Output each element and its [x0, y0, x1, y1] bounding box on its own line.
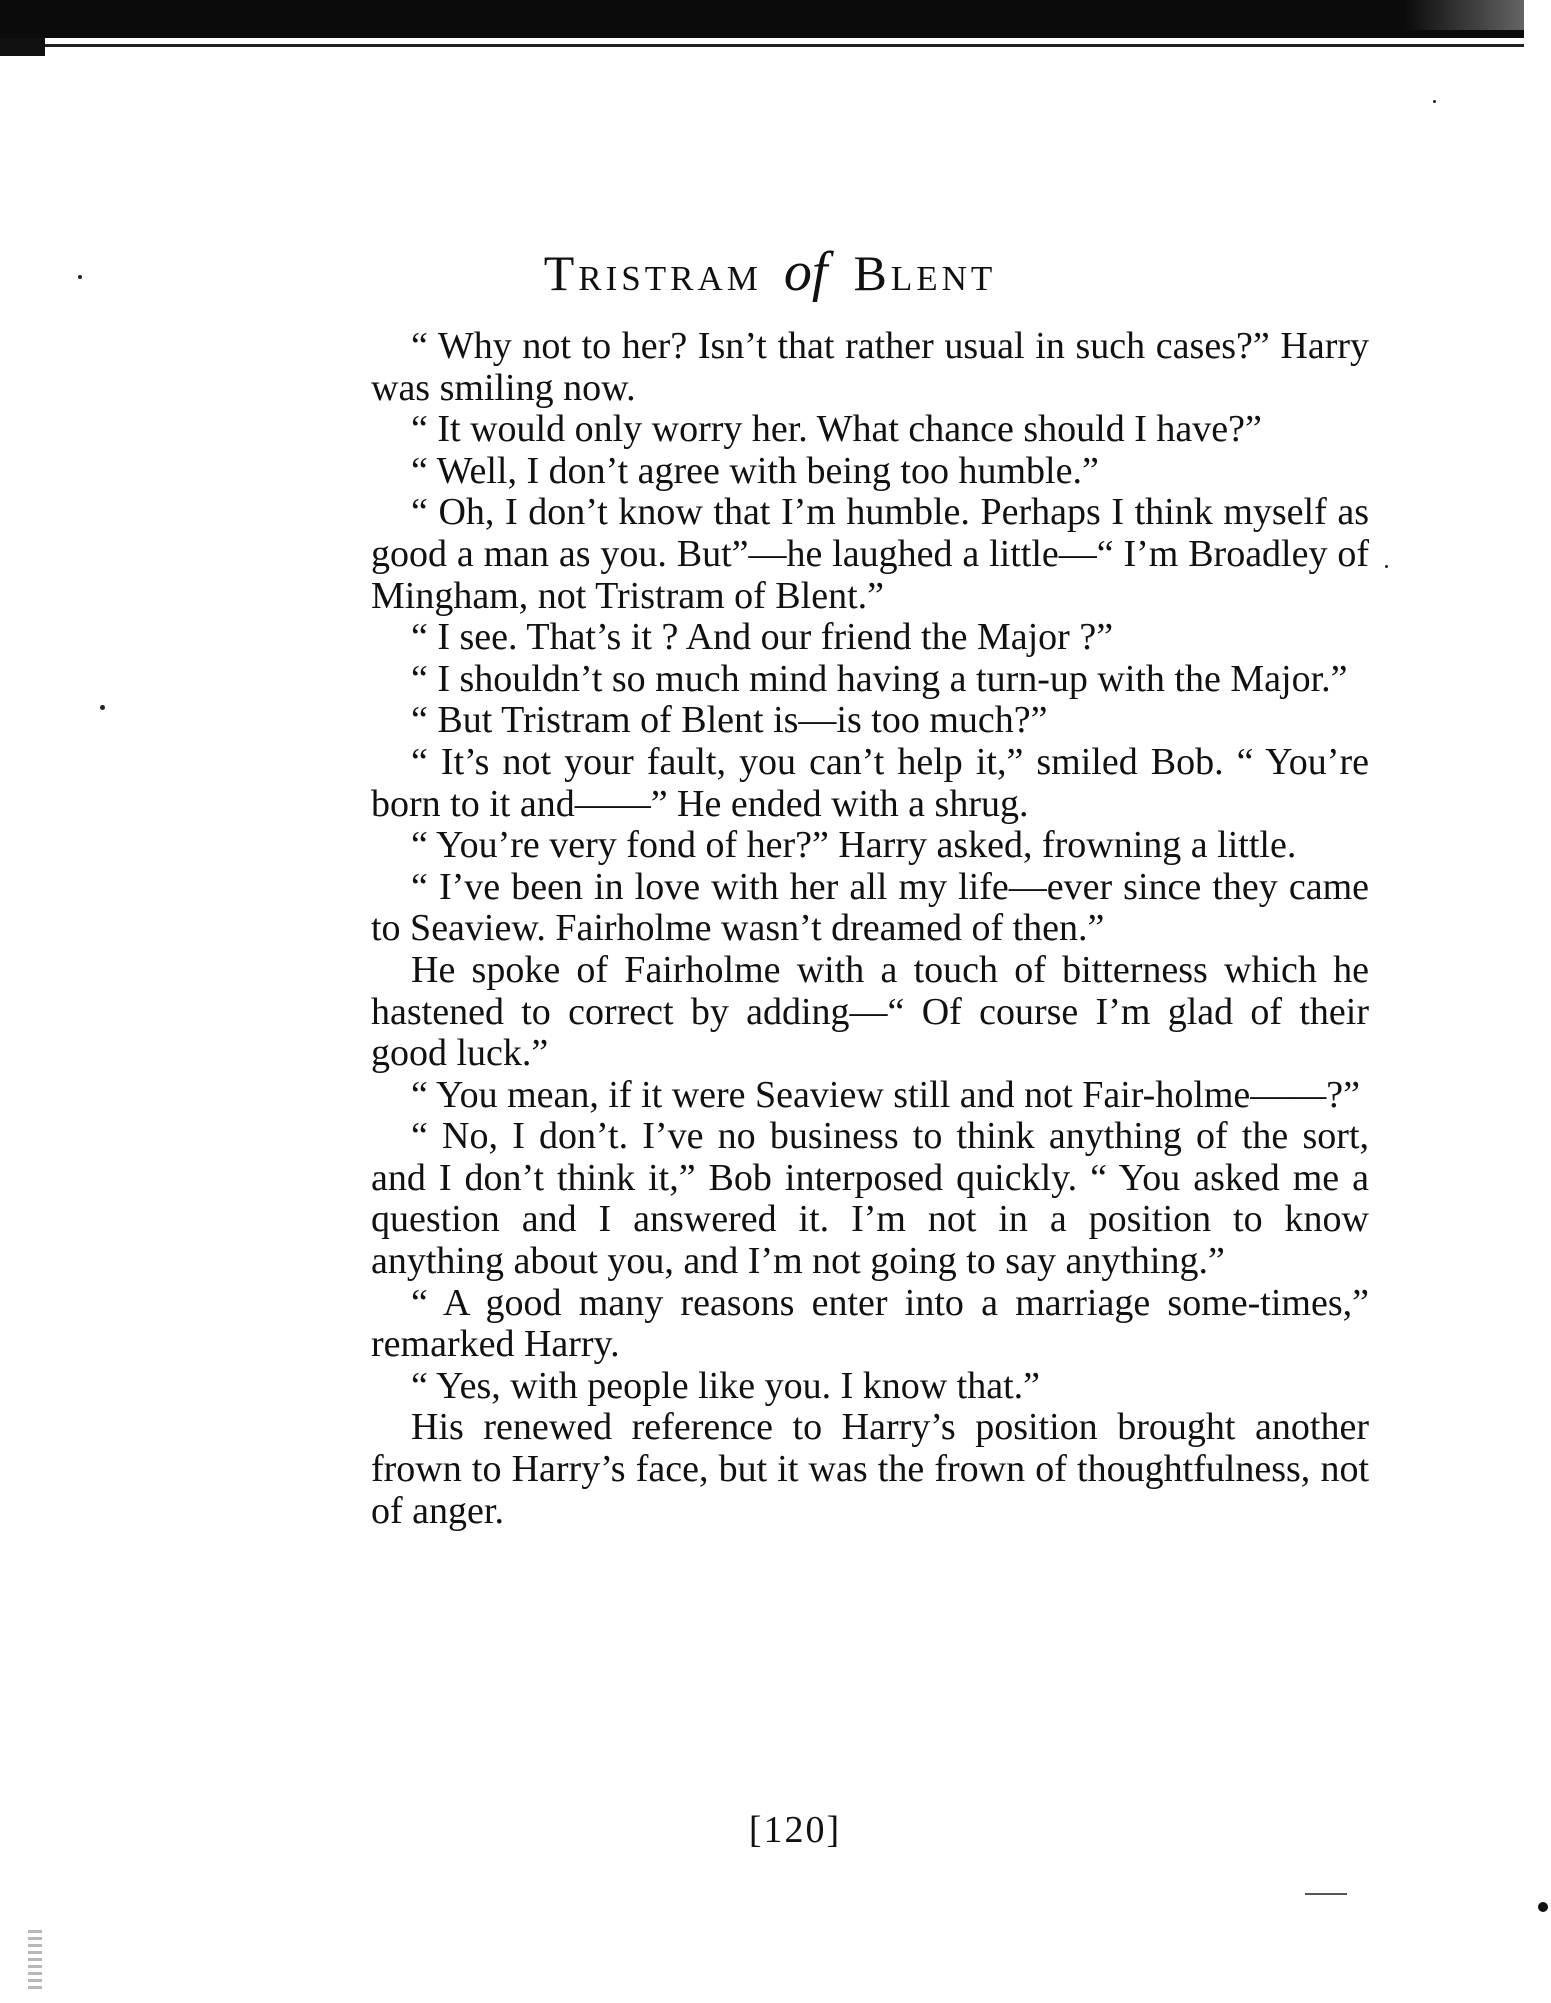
paragraph: “ I see. That’s it ? And our friend the Major ?” [411, 616, 1114, 659]
paragraph: He spoke of Fairholme with a touch of bitterness which he hastened to correct by adding—“ Of course I’m glad of their good luck.” [371, 948, 1369, 1075]
header-title-of: of [783, 241, 828, 303]
paragraph: “ It’s not your fault, you can’t help it,” smiled Bob. “ You’re born to it and——” He ended with a shrug. [371, 740, 1369, 825]
paragraph: “ You mean, if it were Seaview still and not Fair-holme——?” [411, 1073, 1361, 1116]
paragraph: “ Well, I don’t agree with being too humble.” [411, 449, 1099, 492]
scan-speck [1385, 565, 1388, 568]
scan-speck [1433, 100, 1436, 103]
header-title-part1: Tristram [543, 245, 762, 301]
paragraph: “ Oh, I don’t know that I’m humble. Perhaps I think myself as good a man as you. But”—he laughed a little—“ I’m Broadley of Mingham, not Tristram of Blent.” [371, 491, 1369, 617]
paragraph: “ You’re very fond of her?” Harry asked, frowning a little. [411, 824, 1297, 867]
paragraph: “ It would only worry her. What chance should I have?” [411, 408, 1262, 451]
scan-edge-scratch [28, 1930, 42, 1990]
running-header [370, 240, 1170, 304]
scan-speck [100, 705, 105, 710]
paragraph: “ But Tristram of Blent is—is too much?” [411, 699, 1048, 742]
paragraph: “ Why not to her? Isn’t that rather usual in such cases?” Harry was smiling now. [371, 325, 1369, 409]
top-scan-rule [0, 44, 1524, 47]
top-scan-border [0, 0, 1524, 38]
scan-dash-mark [1305, 1893, 1347, 1895]
top-scan-border-fade [1404, 0, 1524, 30]
header-title-part2: Blent [853, 245, 997, 301]
paragraph: “ I shouldn’t so much mind having a turn-up with the Major.” [411, 657, 1348, 700]
paragraph: “ No, I don’t. I’ve no business to think anything of the sort, and I don’t think it,” Bob interposed quickly. “ You asked me a question and I answered it. I’m not in a position to know anything about you, and I’m not going to say anything.” [371, 1115, 1369, 1283]
page-body [371, 326, 1369, 1532]
paragraph: “ A good many reasons enter into a marriage some-times,” remarked Harry. [371, 1281, 1369, 1366]
paragraph: “ I’ve been in love with her all my life—ever since they came to Seaview. Fairholme wasn’t dreamed of then.” [371, 865, 1369, 950]
paragraph: “ Yes, with people like you. I know that.” [411, 1364, 1041, 1407]
scan-dot [1538, 1902, 1548, 1912]
paragraph: His renewed reference to Harry’s position brought another frown to Harry’s face, but it was the frown of thoughtfulness, not of anger. [371, 1406, 1369, 1532]
scan-edge-mark [0, 38, 45, 56]
scan-speck [78, 275, 82, 279]
page-number: [120] [748, 1809, 842, 1851]
